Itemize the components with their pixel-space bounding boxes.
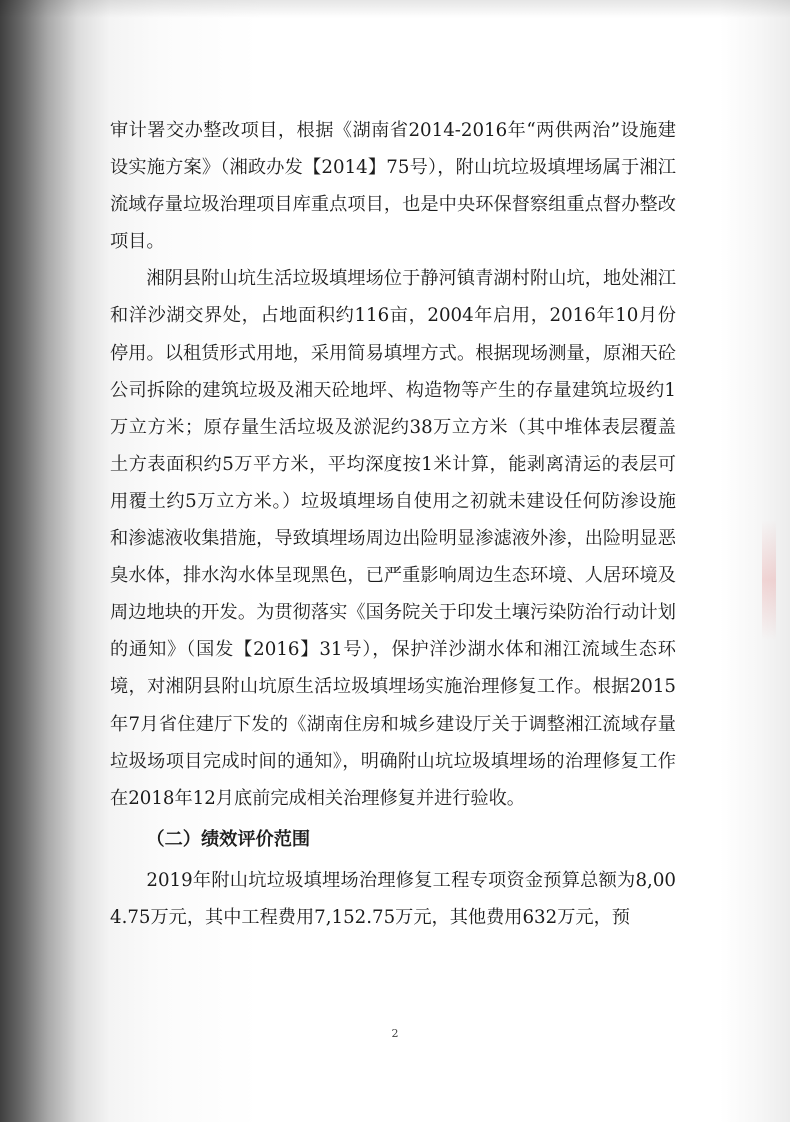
paragraph-continued: 审计署交办整改项目，根据《湖南省2014-2016年“两供两治”设施建设实施方案》（湘政办发【2014】75号），附山坑垃圾填埋场属于湘江流域存量垃圾治理项目库重点项目，也是中央环保督察组重点督办整改项目。 bbox=[110, 120, 676, 253]
paragraph-landfill-description: 湘阴县附山坑生活垃圾填埋场位于静河镇青湖村附山坑，地处湘江和洋沙湖交界处，占地面积约116亩，2004年启用，2016年10月份停用。以租赁形式用地，采用简易填埋方式。根据现场测量，原湘天砼公司拆除的建筑垃圾及湘天砼地坪、构造物等产生的存量建筑垃圾约1万立方米；原存量生活垃圾及淤泥约38万立方米（其中堆体表层覆盖土方表面积约5万平方米，平均深度按1米计算，能剥离清运的表层可用覆土约5万立方米。）垃圾填埋场自使用之初就未建设任何防渗设施和渗滤液收集措施，导致填埋场周边出险明显渗滤液外渗，出险明显恶臭水体，排水沟水体呈现黑色，已严重影响周边生态环境、人居环境及周边地块的开发。为贯彻落实《国务院关于印发土壤污染防治行动计划的通知》（国发【2016】31号），保护洋沙湖水体和湘江流域生态环境，对湘阴县附山坑原生活垃圾填埋场实施治理修复工作。根据2015年7月省住建厅下发的《湖南住房和城乡建设厅关于调整湘江流域存量垃圾场项目完成时间的通知》，明确附山坑垃圾填埋场的治理修复工作在2018年12月底前完成相关治理修复并进行验收。 bbox=[110, 268, 676, 809]
page-shadow bbox=[0, 0, 790, 18]
page-number: 2 bbox=[391, 1027, 399, 1040]
stamp-trace bbox=[762, 520, 776, 640]
paragraph-budget: 2019年附山坑垃圾填埋场治理修复工程专项资金预算总额为8,004.75万元，其中工程费用7,152.75万元，其他费用632万元，预 bbox=[110, 869, 676, 928]
body-text bbox=[110, 112, 676, 936]
section-heading: （二）绩效评价范围 bbox=[146, 828, 311, 850]
